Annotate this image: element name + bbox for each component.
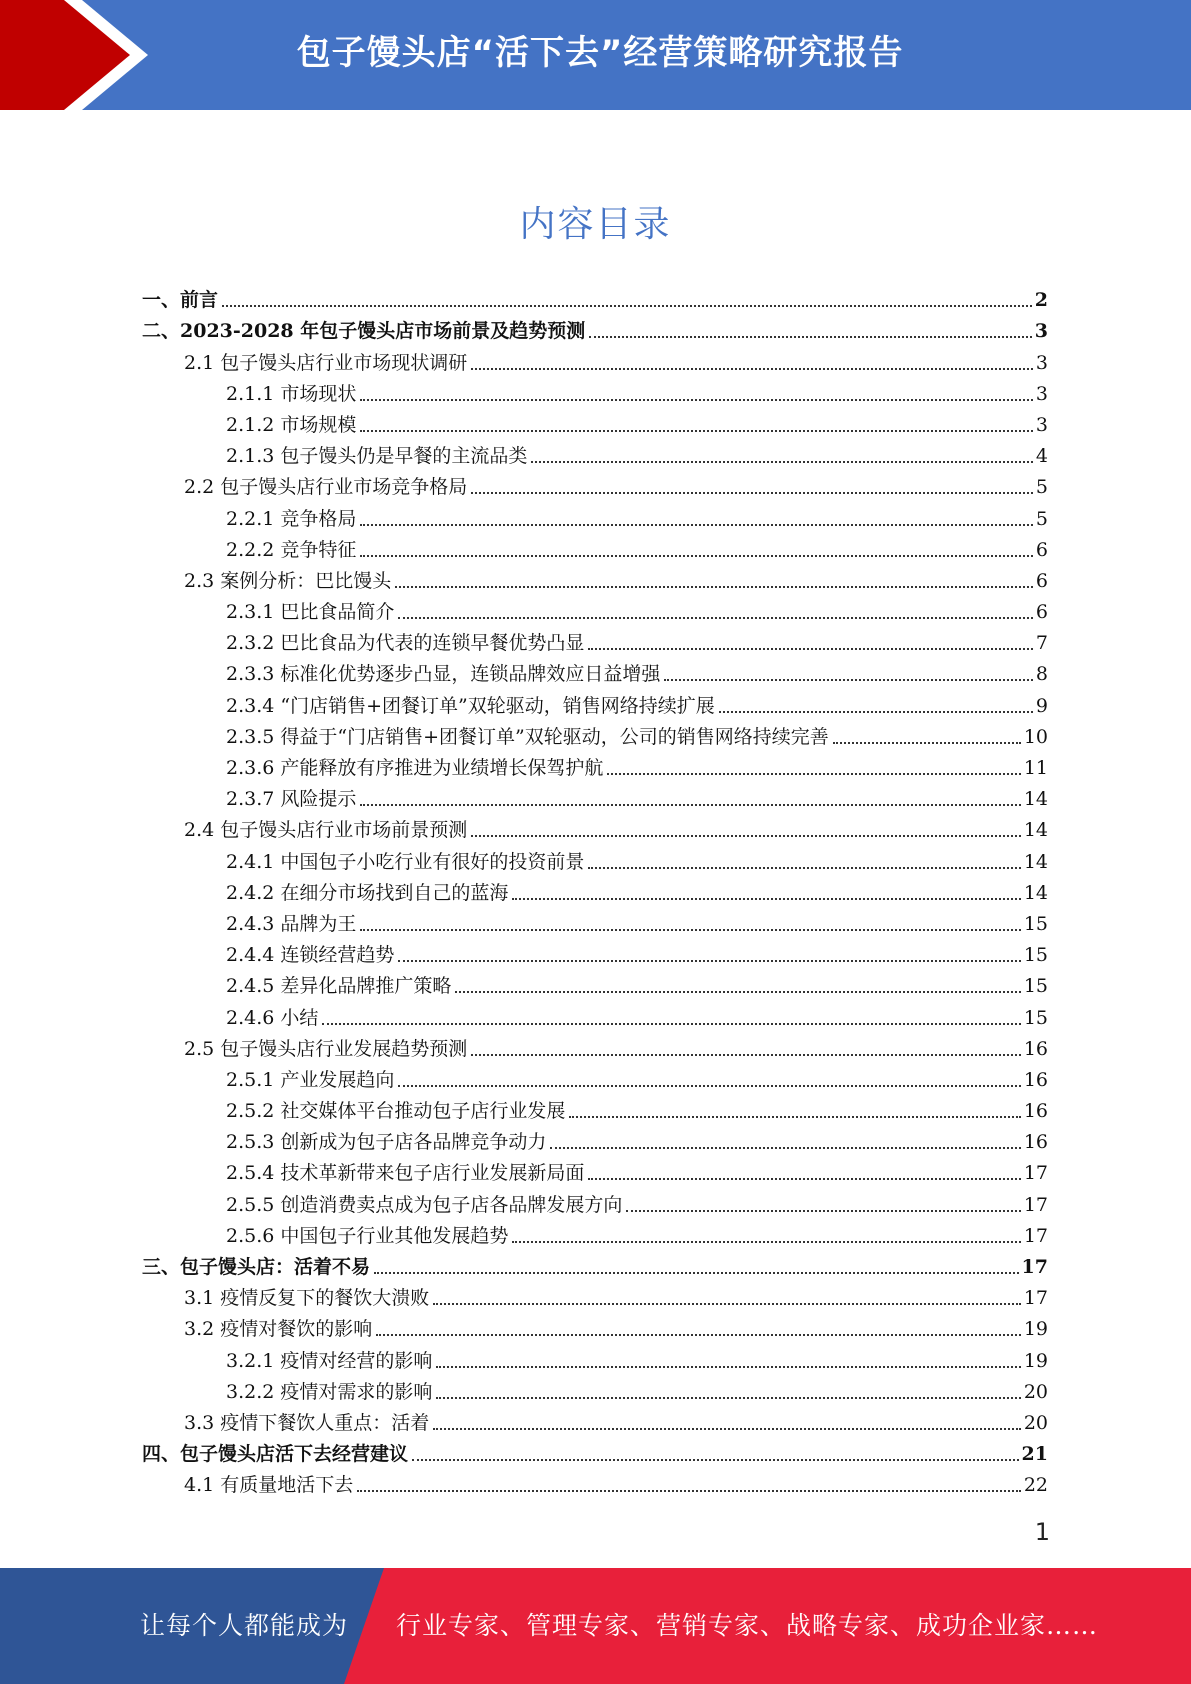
- toc-entry-page: 11: [1023, 757, 1048, 779]
- toc-dot-leader: [588, 1178, 1020, 1180]
- toc-entry-page: 19: [1023, 1349, 1048, 1372]
- toc-entry[interactable]: [142, 845, 1048, 876]
- toc-entry-label: 二、2023-2028 年包子馒头店市场前景及趋势预测: [142, 320, 586, 343]
- toc-entry-label: 2.3 案例分析：巴比馒头: [184, 569, 392, 592]
- toc-entry[interactable]: [142, 1469, 1048, 1500]
- toc-entry[interactable]: [142, 346, 1048, 377]
- header-bar: [0, 0, 1191, 110]
- toc-entry[interactable]: [142, 1313, 1048, 1344]
- toc-entry-label: 2.4.5 差异化品牌推广策略: [226, 975, 452, 998]
- toc-entry-label: 2.3.6 产能释放有序推进为业绩增长保驾护航: [226, 757, 604, 779]
- toc-dot-leader: [471, 368, 1033, 370]
- toc-entry[interactable]: [142, 1282, 1048, 1313]
- toc-dot-leader: [360, 929, 1020, 931]
- toc-entry[interactable]: [142, 1251, 1048, 1282]
- toc-entry[interactable]: [142, 1001, 1048, 1032]
- toc-entry-page: 16: [1023, 1068, 1048, 1091]
- toc-entry[interactable]: [142, 284, 1048, 315]
- toc-entry-label: 2.4.4 连锁经营趋势: [226, 944, 395, 967]
- toc-dot-leader: [569, 1116, 1020, 1118]
- toc-entry-label: 2.4.3 品牌为王: [226, 912, 357, 935]
- toc-dot-leader: [626, 1210, 1020, 1212]
- toc-entry-label: 2.1 包子馒头店行业市场现状调研: [184, 351, 468, 374]
- toc-entry-label: 2.1.2 市场规模: [226, 413, 357, 436]
- toc-entry[interactable]: [142, 1407, 1048, 1438]
- toc-dot-leader: [588, 648, 1033, 650]
- toc-dot-leader: [412, 1459, 1019, 1461]
- toc-entry-label: 2.1.3 包子馒头仍是早餐的主流品类: [226, 445, 528, 468]
- toc-dot-leader: [833, 742, 1021, 744]
- toc-dot-leader: [398, 960, 1020, 962]
- toc-entry[interactable]: [142, 877, 1048, 908]
- header-arrow-decoration: [0, 0, 150, 110]
- toc-entry-page: 17: [1023, 1224, 1048, 1247]
- toc-entry-label: 2.4.1 中国包子小吃行业有很好的投资前景: [226, 850, 585, 873]
- toc-entry[interactable]: [142, 315, 1048, 346]
- toc-dot-leader: [395, 586, 1033, 588]
- toc-dot-leader: [360, 399, 1033, 401]
- toc-entry[interactable]: [142, 409, 1048, 440]
- toc-dot-leader: [607, 773, 1020, 775]
- toc-entry-page: 6: [1035, 538, 1048, 561]
- toc-entry[interactable]: [142, 689, 1048, 720]
- toc-dot-leader: [589, 336, 1032, 338]
- toc-entry-page: 15: [1023, 944, 1048, 967]
- toc-entry-label: 2.5.2 社交媒体平台推动包子店行业发展: [226, 1100, 566, 1123]
- toc-dot-leader: [531, 461, 1033, 463]
- toc-dot-leader: [550, 1147, 1020, 1149]
- toc-entry-page: 20: [1023, 1380, 1048, 1403]
- toc-entry[interactable]: [142, 596, 1048, 627]
- toc-entry[interactable]: [142, 1344, 1048, 1375]
- toc-dot-leader: [374, 1272, 1019, 1274]
- toc-dot-leader: [588, 867, 1020, 869]
- toc-entry-page: 15: [1023, 1006, 1048, 1029]
- toc-dot-leader: [322, 1023, 1020, 1025]
- toc-entry-page: 9: [1035, 694, 1048, 717]
- toc-entry-page: 4: [1035, 445, 1048, 468]
- toc-entry-page: 17: [1023, 1287, 1048, 1310]
- toc-entry[interactable]: [142, 1064, 1048, 1095]
- toc-entry-label: 2.4.6 小结: [226, 1006, 319, 1029]
- toc-dot-leader: [664, 679, 1033, 681]
- page-number: 1: [1034, 1518, 1050, 1546]
- toc-dot-leader: [436, 1397, 1020, 1399]
- toc-entry-page: 14: [1023, 850, 1048, 873]
- toc-entry-label: 3.3 疫情下餐饮人重点：活着: [184, 1411, 430, 1434]
- toc-entry-page: 20: [1023, 1411, 1048, 1434]
- toc-dot-leader: [719, 711, 1033, 713]
- toc-entry[interactable]: [142, 1126, 1048, 1157]
- toc-entry-page: 21: [1021, 1443, 1048, 1466]
- toc-entry-page: 22: [1023, 1474, 1048, 1497]
- toc-entry-page: 6: [1035, 569, 1048, 592]
- toc-entry-page: 15: [1023, 975, 1048, 998]
- toc-entry[interactable]: [142, 752, 1048, 783]
- toc-entry-label: 3.1 疫情反复下的餐饮大溃败: [184, 1287, 430, 1310]
- toc-dot-leader: [471, 835, 1021, 837]
- toc-entry-label: 3.2.2 疫情对需求的影响: [226, 1380, 433, 1403]
- toc-entry-page: 3: [1034, 320, 1048, 343]
- toc-dot-leader: [222, 305, 1032, 307]
- toc-entry-page: 16: [1023, 1100, 1048, 1123]
- toc-entry[interactable]: [142, 471, 1048, 502]
- toc-entry-page: 5: [1035, 476, 1048, 499]
- toc-entry-page: 17: [1023, 1193, 1048, 1216]
- toc-entry-page: 10: [1023, 725, 1048, 748]
- toc-entry-page: 17: [1021, 1256, 1048, 1278]
- toc-entry-page: 19: [1023, 1318, 1048, 1341]
- toc-dot-leader: [357, 1490, 1021, 1492]
- toc-entry-label: 2.5.1 产业发展趋向: [226, 1068, 395, 1091]
- toc-entry-label: 2.2 包子馒头店行业市场竞争格局: [184, 476, 468, 499]
- report-title: 包子馒头店“活下去”经营策略研究报告: [296, 33, 904, 73]
- toc-entry[interactable]: [142, 970, 1048, 1001]
- toc-dot-leader: [512, 898, 1020, 900]
- toc-dot-leader: [360, 804, 1020, 806]
- toc-dot-leader: [471, 492, 1033, 494]
- toc-entry-label: 四、包子馒头店活下去经营建议: [142, 1443, 409, 1466]
- toc-entry-label: 2.5 包子馒头店行业发展趋势预测: [184, 1037, 468, 1060]
- toc-entry[interactable]: [142, 1438, 1048, 1469]
- toc-entry[interactable]: [142, 1376, 1048, 1407]
- toc-entry-label: 2.2.2 竞争特征: [226, 538, 357, 561]
- toc-entry[interactable]: [142, 908, 1048, 939]
- toc-dot-leader: [360, 430, 1033, 432]
- toc-entry[interactable]: [142, 814, 1048, 845]
- toc-entry-label: 三、包子馒头店：活着不易: [142, 1256, 371, 1278]
- toc-entry-label: 2.4.2 在细分市场找到自己的蓝海: [226, 881, 509, 904]
- toc-entry-label: 2.3.1 巴比食品简介: [226, 601, 395, 624]
- toc-entry-page: 3: [1035, 382, 1048, 405]
- toc-entry-page: 15: [1023, 912, 1048, 935]
- toc-entry-label: 2.3.3 标准化优势逐步凸显，连锁品牌效应日益增强: [226, 663, 661, 686]
- toc-entry-label: 4.1 有质量地活下去: [184, 1474, 354, 1497]
- toc-title: 内容目录: [519, 204, 672, 245]
- toc-entry-label: 2.3.4 “门店销售+团餐订单”双轮驱动，销售网络持续扩展: [226, 694, 715, 717]
- toc-entry[interactable]: [142, 1220, 1048, 1251]
- footer-roles: 行业专家、管理专家、营销专家、战略专家、成功企业家……: [396, 1611, 1099, 1640]
- toc-dot-leader: [360, 524, 1033, 526]
- toc-entry-page: 7: [1035, 632, 1048, 655]
- toc-entry-page: 3: [1035, 351, 1048, 374]
- toc-dot-leader: [455, 991, 1020, 993]
- toc-entry-label: 2.3.7 风险提示: [226, 788, 357, 811]
- toc-dot-leader: [512, 1241, 1020, 1243]
- toc-entry-page: 6: [1035, 601, 1048, 624]
- toc-entry-label: 2.2.1 竞争格局: [226, 507, 357, 530]
- toc-entry[interactable]: [142, 1033, 1048, 1064]
- table-of-contents: [142, 284, 1048, 1500]
- toc-entry-page: 5: [1035, 507, 1048, 530]
- toc-dot-leader: [398, 1085, 1020, 1087]
- toc-entry[interactable]: [142, 939, 1048, 970]
- toc-dot-leader: [433, 1303, 1021, 1305]
- toc-dot-leader: [471, 1054, 1021, 1056]
- toc-entry-label: 2.3.2 巴比食品为代表的连锁早餐优势凸显: [226, 632, 585, 655]
- toc-entry-label: 2.1.1 市场现状: [226, 382, 357, 405]
- toc-entry[interactable]: [142, 1095, 1048, 1126]
- toc-entry-page: 14: [1023, 788, 1048, 811]
- toc-entry-label: 2.5.6 中国包子行业其他发展趋势: [226, 1224, 509, 1247]
- toc-dot-leader: [360, 555, 1033, 557]
- toc-entry[interactable]: [142, 565, 1048, 596]
- toc-dot-leader: [436, 1366, 1020, 1368]
- toc-entry-label: 2.5.3 创新成为包子店各品牌竞争动力: [226, 1131, 547, 1154]
- toc-entry[interactable]: [142, 502, 1048, 533]
- toc-entry-page: 2: [1034, 289, 1048, 312]
- toc-entry-label: 3.2 疫情对餐饮的影响: [184, 1318, 373, 1341]
- toc-entry-page: 8: [1035, 663, 1048, 686]
- toc-entry[interactable]: [142, 378, 1048, 409]
- toc-entry[interactable]: [142, 627, 1048, 658]
- toc-dot-leader: [398, 617, 1033, 619]
- toc-dot-leader: [433, 1428, 1021, 1430]
- toc-entry[interactable]: [142, 440, 1048, 471]
- toc-entry[interactable]: [142, 783, 1048, 814]
- toc-entry[interactable]: [142, 1188, 1048, 1219]
- toc-entry-label: 2.5.4 技术革新带来包子店行业发展新局面: [226, 1162, 585, 1185]
- toc-entry[interactable]: [142, 1157, 1048, 1188]
- header-arrow-red: [0, 0, 130, 110]
- toc-entry-label: 3.2.1 疫情对经营的影响: [226, 1349, 433, 1372]
- footer-banner: [0, 1568, 1191, 1684]
- toc-entry-label: 2.3.5 得益于“门店销售+团餐订单”双轮驱动，公司的销售网络持续完善: [226, 725, 829, 748]
- toc-entry-label: 2.4 包子馒头店行业市场前景预测: [184, 819, 468, 842]
- toc-entry-page: 16: [1023, 1037, 1048, 1060]
- footer-slogan: 让每个人都能成为: [140, 1611, 349, 1640]
- toc-entry[interactable]: [142, 534, 1048, 565]
- toc-entry-page: 3: [1035, 413, 1048, 436]
- toc-entry-page: 14: [1023, 819, 1048, 842]
- toc-entry-page: 14: [1023, 881, 1048, 904]
- toc-entry-label: 2.5.5 创造消费卖点成为包子店各品牌发展方向: [226, 1193, 623, 1216]
- toc-entry-page: 17: [1023, 1162, 1048, 1185]
- toc-dot-leader: [376, 1334, 1021, 1336]
- toc-entry[interactable]: [142, 658, 1048, 689]
- toc-entry-page: 16: [1023, 1131, 1048, 1154]
- toc-entry-label: 一、前言: [142, 289, 219, 312]
- toc-entry[interactable]: [142, 721, 1048, 752]
